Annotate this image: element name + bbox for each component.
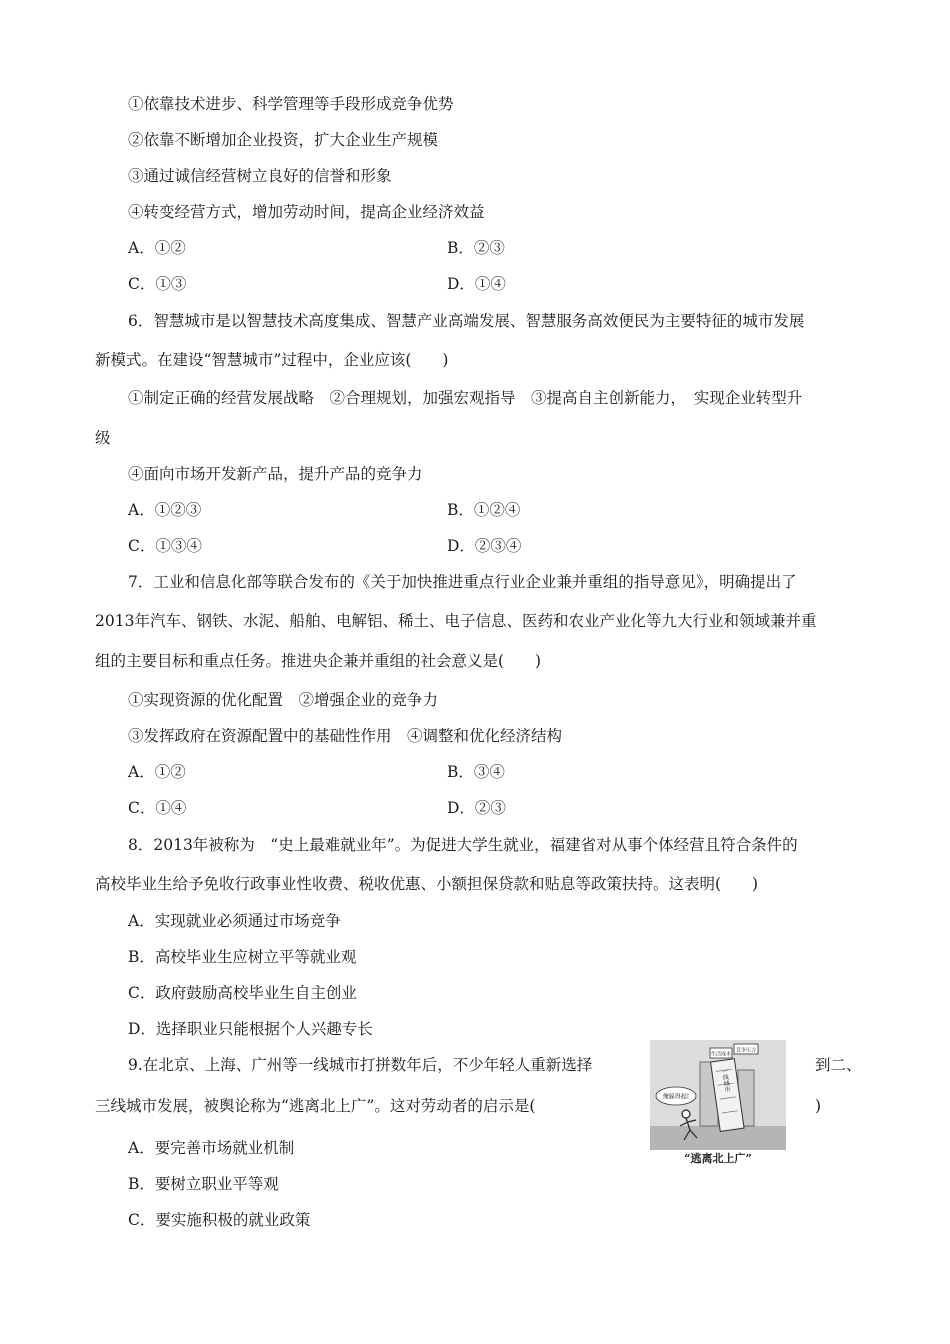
building-label: 一线城市 xyxy=(720,1067,731,1093)
q5-choice-c: C．①③ xyxy=(128,275,187,293)
q5-choice-a: A．①② xyxy=(128,239,186,257)
q6-option-123-wrap: 级 xyxy=(95,429,111,447)
speech-bubble-text: 俺躲得起! xyxy=(662,1093,690,1101)
q7-stem-line3: 组的主要目标和重点任务。推进央企兼并重组的社会意义是( ) xyxy=(95,652,542,670)
q5-option-3: ③通过诚信经营树立良好的信誉和形象 xyxy=(128,167,392,185)
q5-choice-b: B．②③ xyxy=(447,239,505,257)
cartoon-ground xyxy=(650,1126,786,1150)
q7-stem-line2: 2013年汽车、钢铁、水泥、船舶、电解铝、稀土、电子信息、医药和农业产业化等九大行业和领域兼并重 xyxy=(95,612,817,630)
sign-living-cost-text: 生活成本 xyxy=(710,1051,732,1058)
q6-option-123: ①制定正确的经营发展战略 ②合理规划，加强宏观指导 ③提高自主创新能力， 实现企业转型升 xyxy=(128,389,803,407)
q9-choice-c: C．要实施积极的就业政策 xyxy=(128,1211,311,1229)
q8-stem-line2: 高校毕业生给予免收行政事业性收费、税收优惠、小额担保贷款和贴息等政策扶持。这表明( ) xyxy=(95,875,759,893)
q5-option-4: ④转变经营方式，增加劳动时间，提高企业经济效益 xyxy=(128,203,485,221)
q8-choice-b: B．高校毕业生应树立平等就业观 xyxy=(128,948,357,966)
q9-choice-a: A．要完善市场就业机制 xyxy=(128,1139,295,1157)
q9-stem-line1: 9.在北京、上海、广州等一线城市打拼数年后，不少年轻人重新选择 xyxy=(128,1056,593,1074)
q5-choice-d: D．①④ xyxy=(447,275,506,293)
q8-choice-d: D．选择职业只能根据个人兴趣专长 xyxy=(128,1020,373,1038)
q7-choice-d: D．②③ xyxy=(447,799,506,817)
q8-stem-line1: 8．2013年被称为 “史上最难就业年”。为促进大学生就业，福建省对从事个体经营且符合条件的 xyxy=(128,836,798,854)
q9-stem-line1-end: 到二、 xyxy=(815,1056,862,1074)
q7-choice-b: B．③④ xyxy=(447,763,505,781)
q7-stem-line1: 7．工业和信息化部等联合发布的《关于加快推进重点行业企业兼并重组的指导意见》，明确提出了 xyxy=(128,573,797,591)
q7-option-34: ③发挥政府在资源配置中的基础性作用 ④调整和优化经济结构 xyxy=(128,727,563,745)
q6-choice-c: C．①③④ xyxy=(128,537,202,555)
q6-stem-line2: 新模式。在建设“智慧城市”过程中，企业应该( ) xyxy=(95,351,449,369)
q5-option-1: ①依靠技术进步、科学管理等手段形成竞争优势 xyxy=(128,95,454,113)
q5-option-2: ②依靠不断增加企业投资，扩大企业生产规模 xyxy=(128,131,439,149)
q9-stem-line2: 三线城市发展，被舆论称为“逃离北上广”。这对劳动者的启示是( xyxy=(95,1097,536,1115)
q8-choice-c: C．政府鼓励高校毕业生自主创业 xyxy=(128,984,357,1002)
q8-choice-a: A．实现就业必须通过市场竞争 xyxy=(128,912,341,930)
q9-choice-b: B．要树立职业平等观 xyxy=(128,1175,279,1193)
q7-option-12: ①实现资源的优化配置 ②增强企业的竞争力 xyxy=(128,691,439,709)
q9-stem-line2-end: ) xyxy=(815,1097,822,1115)
q7-choice-c: C．①④ xyxy=(128,799,187,817)
cartoon-illustration xyxy=(650,1040,786,1166)
q6-choice-d: D．②③④ xyxy=(447,537,522,555)
cartoon-caption: “逃离北上广” xyxy=(684,1152,752,1165)
q6-stem-line1: 6．智慧城市是以智慧技术高度集成、智慧产业高端发展、智慧服务高效便民为主要特征的城市发展 xyxy=(128,312,805,330)
sign-competition-text: 竞争压力 xyxy=(735,1047,757,1054)
q6-option-4: ④面向市场开发新产品，提升产品的竞争力 xyxy=(128,465,423,483)
q6-choice-a: A．①②③ xyxy=(128,501,202,519)
q7-choice-a: A．①② xyxy=(128,763,186,781)
q6-choice-b: B．①②④ xyxy=(447,501,521,519)
